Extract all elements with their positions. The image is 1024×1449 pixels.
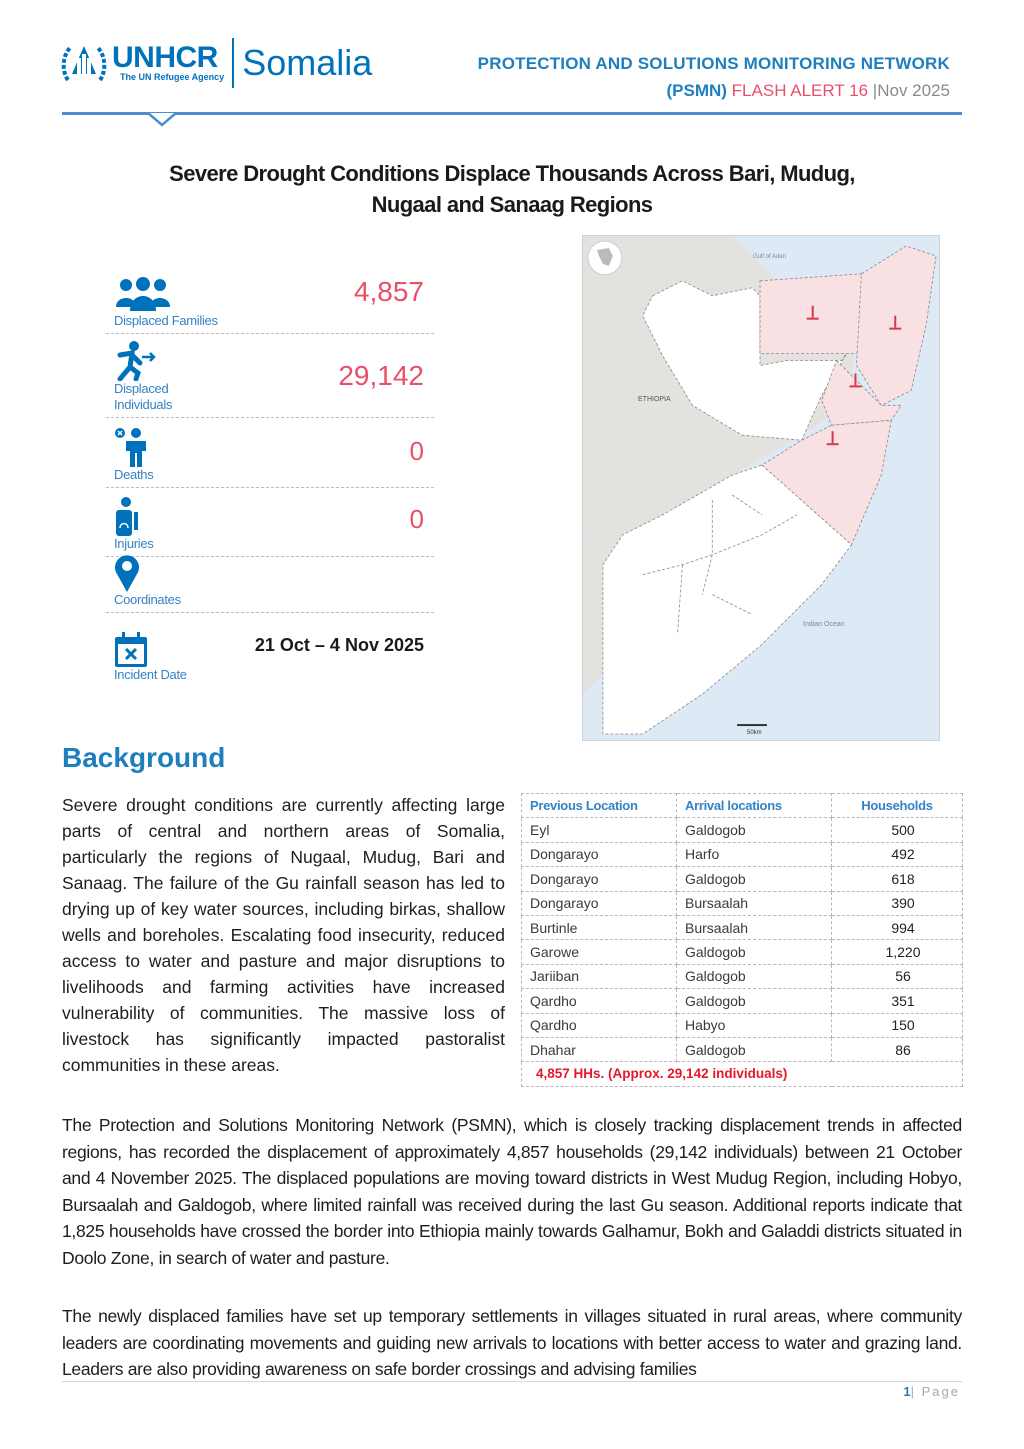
page-separator: | (910, 1384, 916, 1399)
org-name: UNHCR (112, 40, 218, 74)
table-row (522, 964, 963, 988)
column-header-arrival-locations: Arrival locations (677, 794, 832, 818)
arrival-location-cell: Galdogob (677, 989, 832, 1013)
households-cell: 150 (832, 1013, 963, 1037)
calendar-x-icon (114, 631, 148, 667)
page-header (0, 0, 1024, 130)
footer-rule (62, 1381, 962, 1382)
report-header (478, 50, 950, 104)
households-cell: 56 (832, 964, 963, 988)
stat-value: 4,857 (353, 276, 424, 307)
households-cell: 86 (832, 1037, 963, 1061)
stat-value: 21 Oct – 4 Nov 2025 (254, 635, 424, 655)
country-name: Somalia (242, 42, 373, 83)
deaths-icon (114, 427, 150, 467)
previous-location-cell: Dongarayo (522, 867, 677, 891)
arrival-location-cell: Bursaalah (677, 915, 832, 939)
stat-displaced-families (106, 250, 434, 334)
stat-coordinates (106, 557, 434, 613)
stat-incident-date (106, 613, 434, 687)
map-canvas (583, 236, 939, 740)
stat-label: Incident Date (114, 667, 187, 682)
location-pin-icon (114, 554, 140, 592)
page-footer (903, 1384, 960, 1399)
table-row (522, 891, 963, 915)
previous-location-cell: Eyl (522, 818, 677, 842)
previous-location-cell: Burtinle (522, 915, 677, 939)
logo-divider (232, 38, 234, 88)
table-total-row (522, 1062, 963, 1086)
stat-label: Displaced Families (114, 313, 218, 328)
arrival-location-cell: Galdogob (677, 964, 832, 988)
table-row (522, 940, 963, 964)
map-label-gulf: Gulf of Aden (753, 254, 787, 260)
previous-location-cell: Dhahar (522, 1037, 677, 1061)
header-rule (62, 112, 962, 115)
page-title-line-2: Nugaal and Sanaag Regions (371, 192, 653, 217)
injuries-icon (114, 496, 140, 536)
map-label-ethiopia: ETHIOPIA (638, 396, 671, 403)
displacement-table (521, 793, 963, 1087)
background-paragraph: Severe drought conditions are currently affecting large parts of central and northern areas of Somalia, particularly the regions of Nugaal, Mudug, Bari and Sanaag. The failure of the Gu rainfall season has led to drying up of key water sources, including birkas, shallow wells and boreholes. Escalating food insecurity, reduced access to water and pasture and major disruptions to livelihoods and farming activities have increased vulnerability of communities. The massive loss of livestock has significantly impacted pastoralist communities in these areas. (62, 795, 505, 1075)
page-title-line-1: Severe Drought Conditions Displace Thousands Across Bari, Mudug, (169, 161, 855, 186)
households-cell: 390 (832, 891, 963, 915)
table-row (522, 989, 963, 1013)
table-row (522, 1013, 963, 1037)
previous-location-cell: Jariiban (522, 964, 677, 988)
previous-location-cell: Garowe (522, 940, 677, 964)
stat-label: Injuries (114, 536, 154, 551)
arrival-location-cell: Habyo (677, 1013, 832, 1037)
previous-location-cell: Qardho (522, 1013, 677, 1037)
households-cell: 492 (832, 842, 963, 866)
column-header-previous-location: Previous Location (522, 794, 677, 818)
households-cell: 1,220 (832, 940, 963, 964)
displaced-person-icon (114, 341, 158, 381)
page-label: Page (921, 1384, 960, 1399)
arrival-location-cell: Bursaalah (677, 891, 832, 915)
map-scale-label: 50km (747, 730, 762, 736)
network-abbr: (PSMN) (666, 81, 727, 100)
unhcr-logo (60, 38, 372, 88)
families-icon (114, 277, 172, 313)
network-title: PROTECTION AND SOLUTIONS MONITORING NETWORK (477, 54, 950, 73)
somalia-map (582, 235, 940, 741)
table-row (522, 1037, 963, 1061)
households-cell: 500 (832, 818, 963, 842)
column-header-households: Households (832, 794, 963, 818)
map-region-sanaag (760, 274, 861, 354)
previous-location-cell: Dongarayo (522, 842, 677, 866)
background-heading: Background (62, 742, 226, 773)
stat-injuries (106, 488, 434, 557)
header-notch-icon (148, 112, 176, 128)
map-scale-bar (737, 724, 767, 726)
org-tagline: The UN Refugee Agency (120, 71, 225, 82)
map-label-ocean: Indian Ocean (803, 621, 845, 628)
table-row (522, 842, 963, 866)
header-separator: | (872, 81, 878, 100)
arrival-location-cell: Galdogob (677, 867, 832, 891)
report-date: Nov 2025 (877, 81, 950, 100)
key-figures (106, 250, 434, 687)
stat-value: 0 (409, 436, 424, 466)
table-row (522, 915, 963, 939)
households-cell: 618 (832, 867, 963, 891)
stat-deaths (106, 418, 434, 488)
arrival-location-cell: Harfo (677, 842, 832, 866)
arrival-location-cell: Galdogob (677, 1037, 832, 1061)
previous-location-cell: Dongarayo (522, 891, 677, 915)
households-cell: 994 (832, 915, 963, 939)
table-row (522, 818, 963, 842)
body-paragraph: The Protection and Solutions Monitoring Network (PSMN), which is closely tracking displacement trends in affected regions, has recorded the displacement of approximately 4,857 households (29,142 individuals) between 21 October and 4 November 2025. The displaced populations are moving toward districts in West Mudug Region, including Hobyo, Bursaalah and Galdogob, where limited rainfall was received during the last Gu season. Additional reports indicate that 1,825 households have crossed the border into Ethiopia mainly towards Galhamur, Bokh and Galaddi districts situated in Doolo Zone, in search of water and pasture. (62, 1115, 962, 1268)
arrival-location-cell: Galdogob (677, 940, 832, 964)
table-total: 4,857 HHs. (Approx. 29,142 individuals) (522, 1062, 963, 1086)
stat-displaced-individuals (106, 334, 434, 418)
households-cell: 351 (832, 989, 963, 1013)
stat-label: Coordinates (114, 592, 181, 607)
arrival-location-cell: Galdogob (677, 818, 832, 842)
stat-value: 29,142 (338, 360, 424, 391)
page-number: 1 (903, 1384, 911, 1399)
unhcr-emblem-icon (60, 40, 108, 86)
table-row (522, 867, 963, 891)
previous-location-cell: Qardho (522, 989, 677, 1013)
table-header-row (522, 794, 963, 818)
alert-label: FLASH ALERT 16 (731, 81, 869, 100)
stat-value: 0 (409, 504, 424, 534)
body-paragraph: The newly displaced families have set up temporary settlements in villages situated in rural areas, where community leaders are coordinating movements and guiding new arrivals to locations with better access to water and grazing land. Leaders are also providing awareness on safe border crossings and advising families (62, 1306, 962, 1379)
stat-label: Deaths (114, 467, 154, 482)
page-title (0, 158, 1024, 220)
stat-label: Displaced Individuals (114, 381, 173, 412)
